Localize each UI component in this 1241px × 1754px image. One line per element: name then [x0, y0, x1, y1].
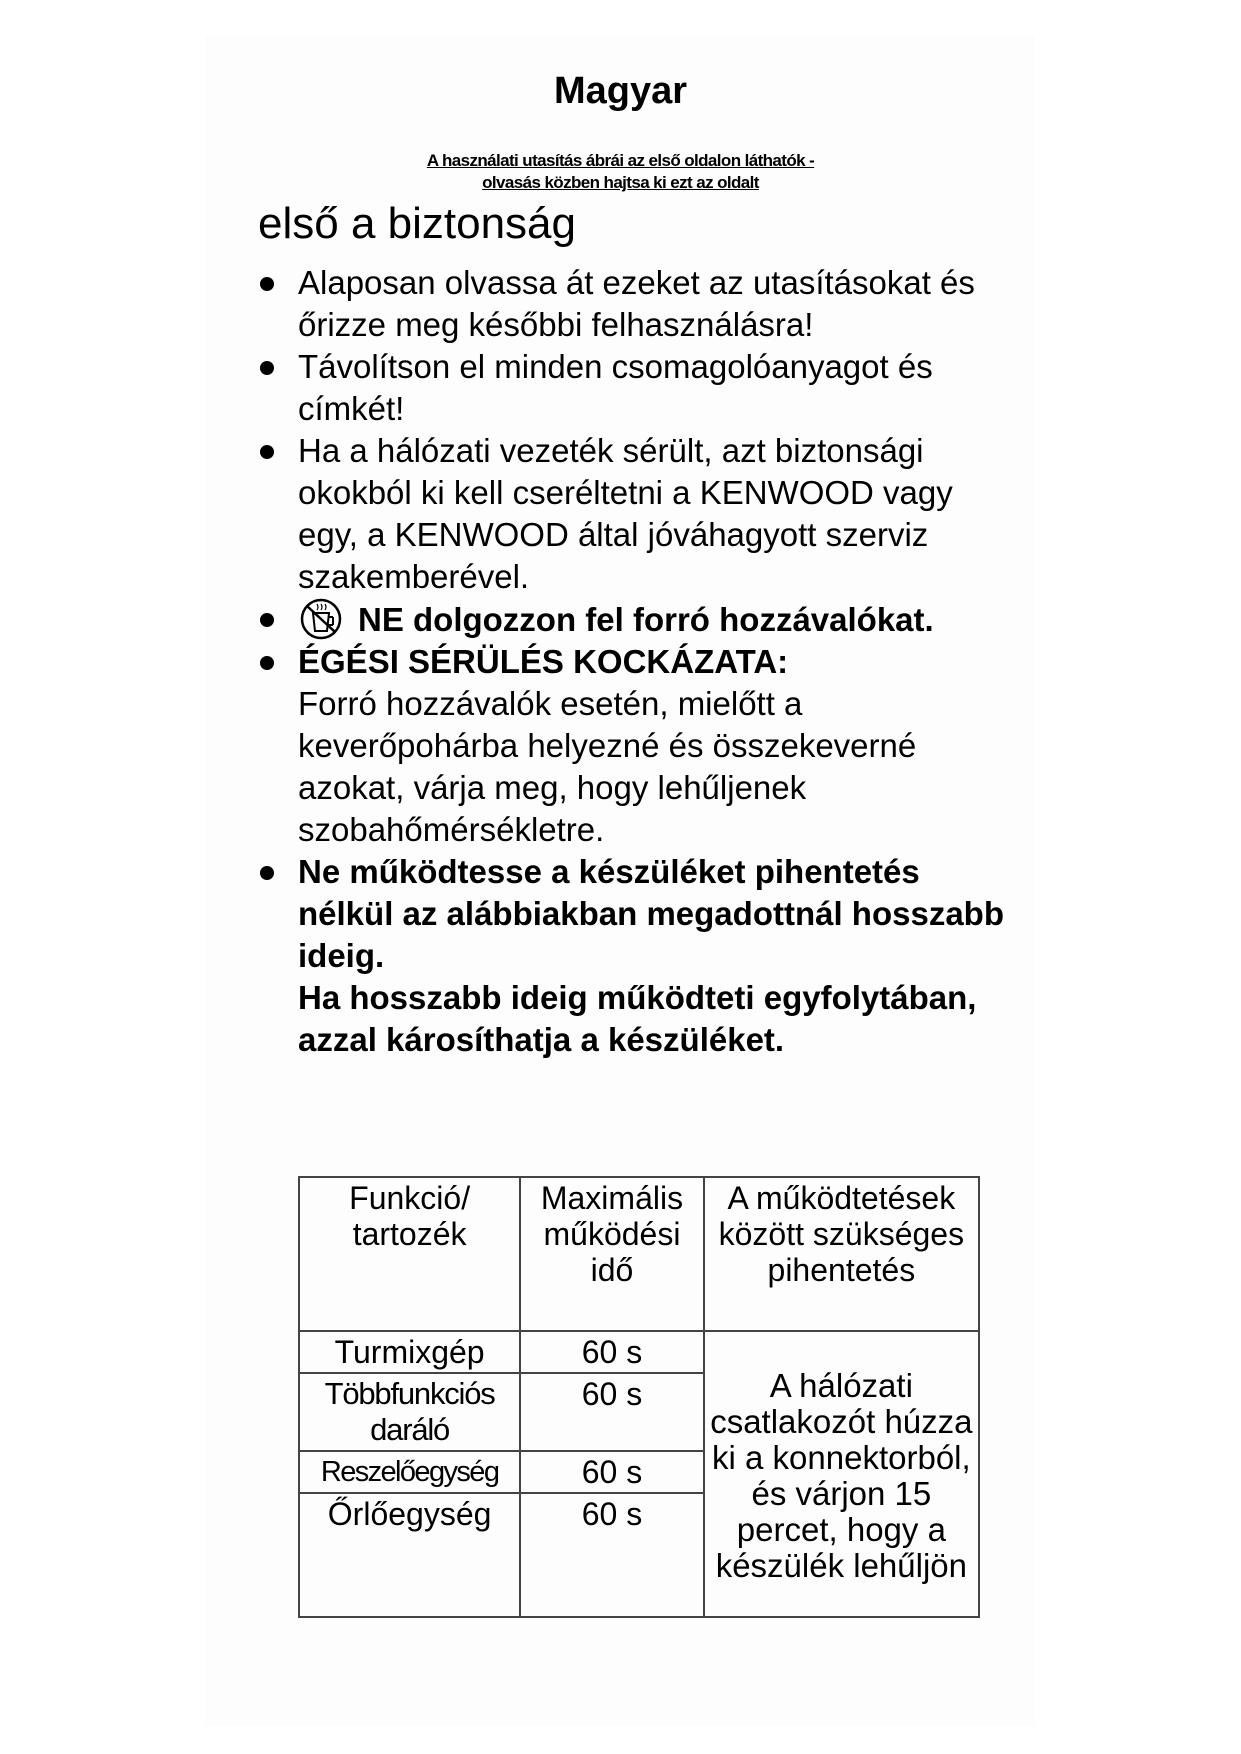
- safety-item-read-instructions: Alaposan olvassa át ezeket az utasításokat és őrizze meg későbbi felhasználásra!: [298, 264, 975, 343]
- safety-item-burn-risk-heading: ÉGÉSI SÉRÜLÉS KOCKÁZATA:: [298, 643, 789, 680]
- foldout-note-line-2: olvasás közben hajtsa ki ezt az oldalt: [482, 173, 759, 192]
- bullet-icon: [260, 361, 274, 375]
- header-rest: A működtetések között szükséges pihentetés: [704, 1177, 979, 1331]
- row-function: Őrlőegység: [299, 1493, 520, 1617]
- bullet-icon: [260, 277, 274, 291]
- row-function: Turmixgép: [299, 1331, 520, 1373]
- list-item: [258, 851, 1018, 1061]
- list-item: [258, 430, 1018, 598]
- list-item: [258, 346, 1018, 430]
- safety-item-damage-warning: Ha hosszabb ideig működteti egyfolytában, azzal károsíthatja a készüléket.: [298, 979, 977, 1058]
- rest-instruction: A hálózati csatlakozót húzza ki a konnektorból, és várjon 15 percet, hogy a készülék lehűljön: [704, 1331, 979, 1617]
- list-item: [258, 598, 1018, 641]
- bullet-icon: [260, 613, 274, 627]
- safety-item-burn-risk-text: Forró hozzávalók esetén, mielőtt a keverőpohárba helyezné és összekeverné azokat, várja meg, hogy lehűljenek szobahőmérsékletre.: [298, 685, 917, 848]
- safety-item-damaged-cord: Ha a hálózati vezeték sérült, azt biztonsági okokból ki kell cseréltetni a KENWOOD vagy egy, a KENWOOD által jóváhagyott szerviz szakemberével.: [298, 432, 953, 595]
- row-function: Reszelőegység: [299, 1451, 520, 1493]
- list-item: [258, 641, 1018, 851]
- row-time: 60 s: [520, 1373, 704, 1451]
- row-time: 60 s: [520, 1493, 704, 1617]
- row-function: Többfunkciós daráló: [299, 1373, 520, 1451]
- duty-cycle-table: [298, 1176, 980, 1618]
- row-time: 60 s: [520, 1331, 704, 1373]
- bullet-icon: [260, 445, 274, 459]
- table-header-row: [299, 1177, 979, 1331]
- safety-item-no-hot-ingredients: NE dolgozzon fel forró hozzávalókat.: [358, 601, 934, 638]
- foldout-note-line-1: A használati utasítás ábrái az első oldalon láthatók -: [426, 151, 815, 170]
- bullet-icon: [260, 866, 274, 880]
- row-time: 60 s: [520, 1451, 704, 1493]
- safety-item-operating-time: Ne működtesse a készüléket pihentetés nélkül az alábbiakban megadottnál hosszabb ideig.: [298, 853, 1004, 974]
- header-function: Funkció/ tartozék: [299, 1177, 520, 1331]
- no-hot-ingredients-icon: [298, 598, 344, 640]
- table-row: [299, 1331, 979, 1373]
- list-item: [258, 262, 1018, 346]
- header-max-time: Maximális működési idő: [520, 1177, 704, 1331]
- foldout-note: [0, 150, 1241, 194]
- language-title: Magyar: [553, 70, 688, 112]
- safety-heading: első a biztonság: [258, 199, 576, 248]
- safety-list: [258, 262, 1018, 1061]
- safety-item-remove-packaging: Távolítson el minden csomagolóanyagot és címkét!: [298, 348, 933, 427]
- bullet-icon: [260, 656, 274, 670]
